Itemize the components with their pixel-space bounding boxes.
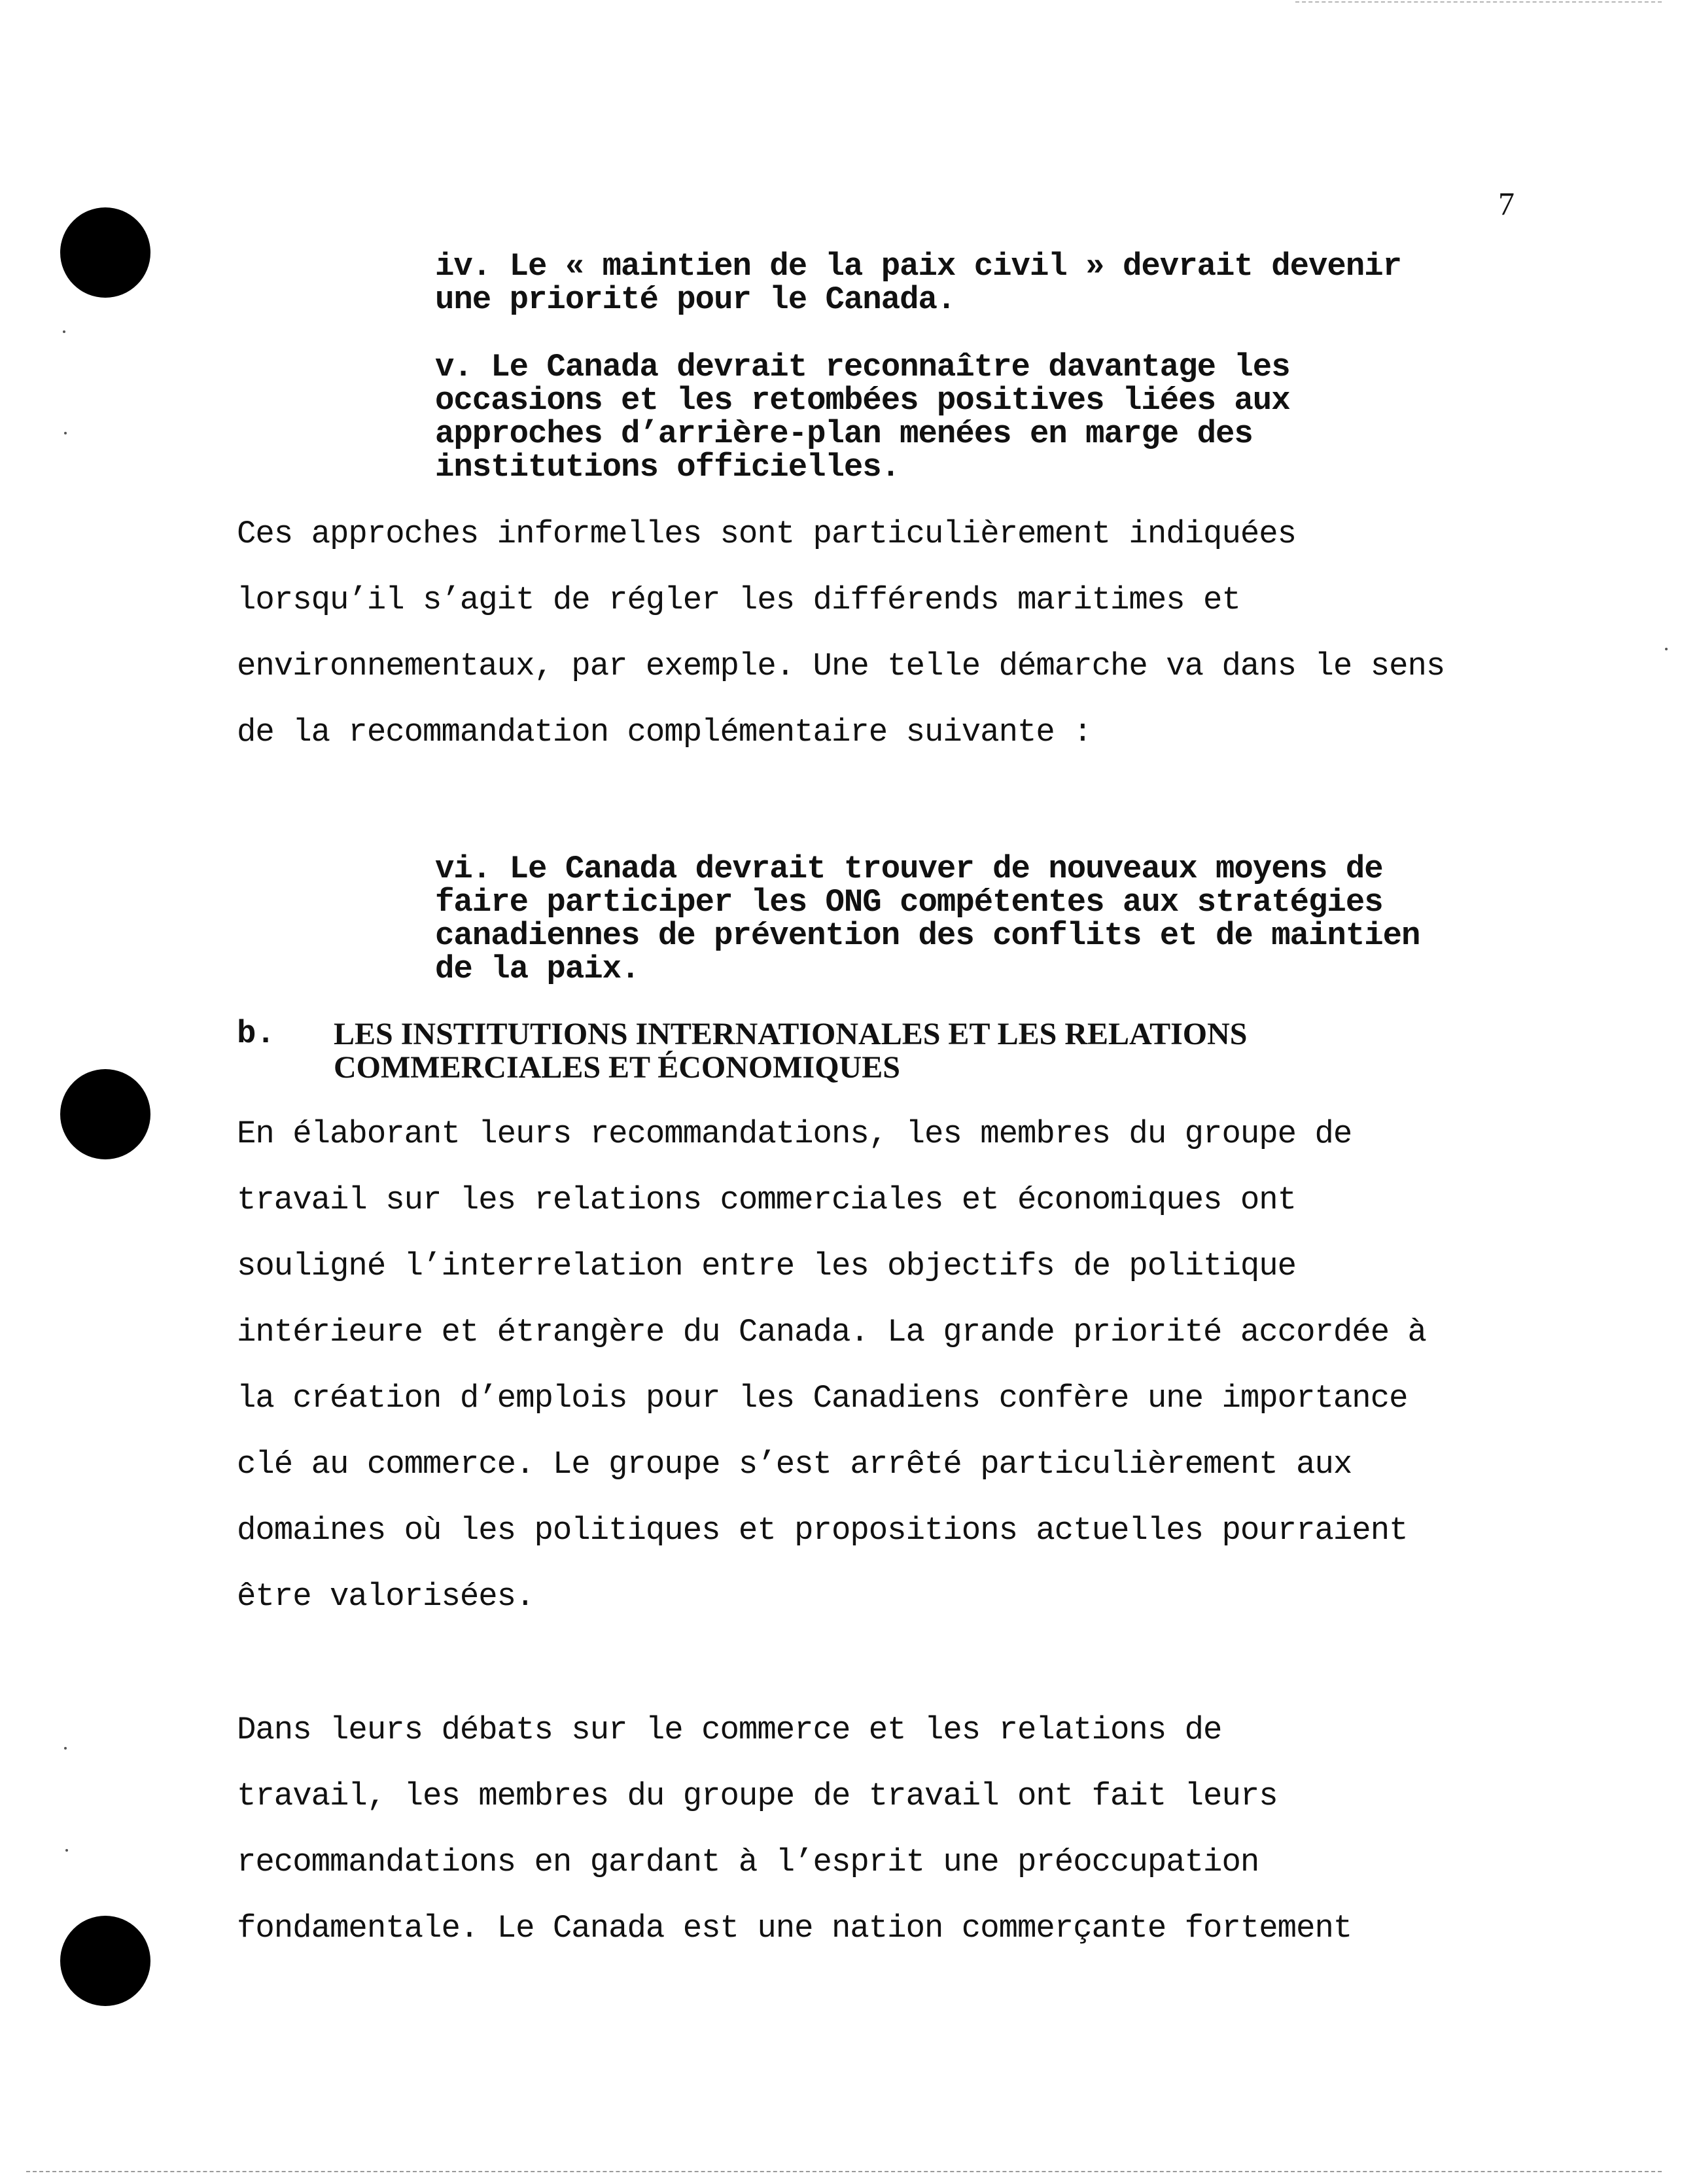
punch-hole-middle <box>60 1069 150 1159</box>
scan-speck <box>64 432 67 434</box>
scan-speck <box>63 330 65 333</box>
punch-hole-top <box>60 207 150 298</box>
scan-speck <box>64 1747 67 1750</box>
scan-edge-top <box>1295 1 1662 3</box>
section-letter: b. <box>237 1015 275 1052</box>
recommendation-iv: iv. Le « maintien de la paix civil » devrait devenir une priorité pour le Canada. <box>435 248 1402 318</box>
paragraph-informal-approaches: Ces approches informelles sont particulièrement indiquées lorsqu’il s’agit de régler les différends maritimes et environnementaux, par exemple. Une telle démarche va dans le sens de la recommandation complémentaire suivante : <box>237 516 1445 750</box>
paragraph-labour-relations: Dans leurs débats sur le commerce et les relations de travail, les membres du groupe de travail ont fait leurs recommandations en gardant à l’esprit une préoccupation fondamentale. Le Canada est une nation commerçante fortement <box>237 1712 1352 1946</box>
recommendation-vi: vi. Le Canada devrait trouver de nouveaux moyens de faire participer les ONG compétentes aux stratégies canadiennes de prévention des conflits et de maintien de la paix. <box>435 851 1420 987</box>
paragraph-trade-relations: En élaborant leurs recommandations, les membres du groupe de travail sur les relations commerciales et économiques ont souligné l’interrelation entre les objectifs de politique intérieure et étrangère du Canada. La grande priorité accordée à la création d’emplois pour les Canadiens confère une importance clé au commerce. Le groupe s’est arrêté particulièrement aux domaines où les politiques et propositions actuelles pourraient être valorisées. <box>237 1116 1426 1615</box>
page-number: 7 <box>1498 185 1515 222</box>
scan-speck <box>65 1849 68 1852</box>
recommendation-v: v. Le Canada devrait reconnaître davantage les occasions et les retombées positives liées aux approches d’arrière-plan menées en marge des institutions officielles. <box>435 349 1290 485</box>
section-heading: LES INSTITUTIONS INTERNATIONALES ET LES RELATIONS COMMERCIALES ET ÉCONOMIQUES <box>334 1017 1248 1085</box>
scan-speck <box>1665 648 1668 650</box>
punch-hole-bottom <box>60 1916 150 2006</box>
scan-edge-bottom <box>26 2171 1662 2172</box>
